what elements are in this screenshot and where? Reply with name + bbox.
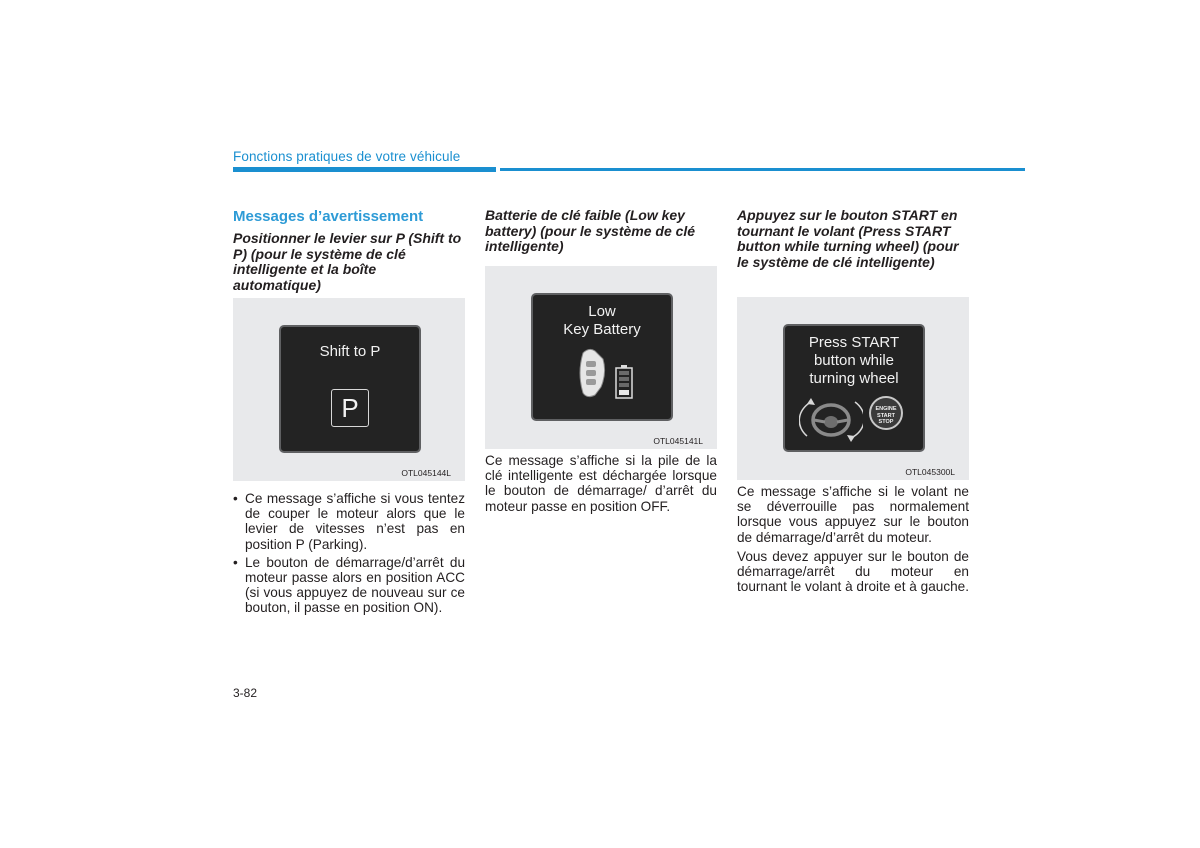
button-label-3: STOP xyxy=(878,419,894,425)
button-label-1: ENGINE xyxy=(875,406,897,412)
cluster-display xyxy=(531,293,673,421)
figure-code: OTL045144L xyxy=(401,468,451,478)
running-header: Fonctions pratiques de votre véhicule xyxy=(233,149,461,164)
header-rule-thin xyxy=(500,168,1025,171)
display-line-2: Key Battery xyxy=(563,321,641,338)
gear-p-icon: P xyxy=(331,389,369,427)
column-3-text xyxy=(737,484,969,594)
body-text-1: Ce message s’affiche si le volant ne se déverrouille pas normalement lorsque vous appuyez sur le bouton de démarrage/d’arrêt du moteur. xyxy=(737,484,969,545)
display-text: Shift to P xyxy=(319,343,381,360)
bullet-item: • Ce message s’affiche si vous tentez de couper le moteur alors que le levier de vitesses n’est pas en position P (Parking). xyxy=(233,491,465,552)
battery-low-icon xyxy=(615,365,633,399)
column-2-text xyxy=(485,453,717,514)
subtitle-low-key-battery: Batterie de clé faible (Low key battery) (pour le système de clé intelligente) xyxy=(485,207,696,255)
subtitle-press-start: Appuyez sur le bouton START en tournant le volant (Press START button while turning wheel) (pour le système de clé intelligente) xyxy=(737,207,959,271)
header-rule-thick xyxy=(233,167,496,172)
cluster-display xyxy=(783,324,925,452)
page-number: 3-82 xyxy=(233,686,258,700)
cluster-display xyxy=(279,325,421,453)
figure-press-start xyxy=(737,297,969,480)
figure-low-key-battery xyxy=(485,266,717,449)
display-line-1: Press START xyxy=(808,334,900,351)
section-title: Messages d’avertissement xyxy=(233,208,424,225)
display-line-3: turning wheel xyxy=(809,370,899,387)
column-2 xyxy=(485,208,717,255)
steering-wheel-icon xyxy=(799,392,863,446)
display-line-1: Low xyxy=(588,303,616,320)
column-1 xyxy=(233,208,465,294)
display-line-2: button while xyxy=(813,352,895,369)
figure-shift-to-p xyxy=(233,298,465,481)
figure-code: OTL045141L xyxy=(653,436,703,446)
body-text: Ce message s’affiche si la pile de la clé intelligente est déchargée lorsque le bouton de démarrage/ d’arrêt du moteur passe en position OFF. xyxy=(485,453,717,514)
bullet-item: • Le bouton de démarrage/d’arrêt du moteur passe alors en position ACC (si vous appuyez de nouveau sur ce bouton, il passe en position ON). xyxy=(233,555,465,616)
engine-start-stop-button-icon xyxy=(869,396,903,430)
figure-code: OTL045300L xyxy=(905,467,955,477)
column-3 xyxy=(737,208,969,271)
body-text-2: Vous devez appuyer sur le bouton de démarrage/arrêt du moteur en tournant le volant à droite et à gauche. xyxy=(737,548,970,595)
column-1-text xyxy=(233,491,465,619)
button-label-2: START xyxy=(877,412,895,419)
bullet-list xyxy=(233,491,465,616)
subtitle-shift-to-p: Positionner le levier sur P (Shift to P) (pour le système de clé intelligente et la boîte automatique) xyxy=(233,230,462,294)
